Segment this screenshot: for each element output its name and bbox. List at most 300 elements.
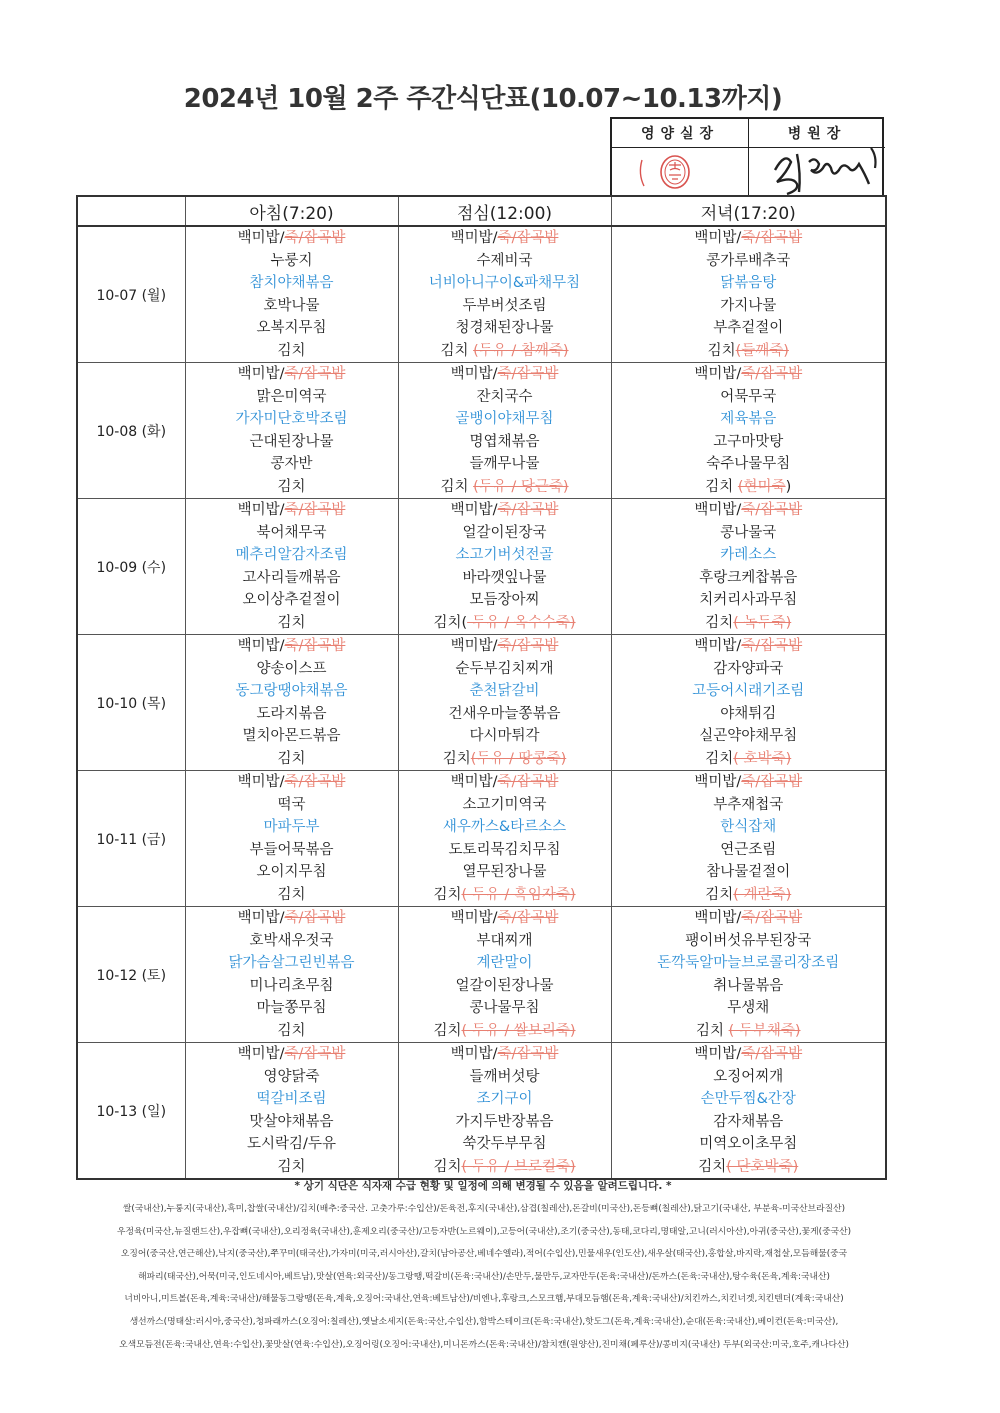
menu-item-text: 김치: [440, 342, 474, 359]
menu-item: [612, 839, 886, 862]
crossed-out-option: 죽/잡곡밥: [284, 1046, 346, 1062]
menu-item-text: 동그랑땡야채볶음: [235, 683, 348, 699]
menu-item: [186, 453, 398, 476]
menu-item: [399, 567, 611, 590]
menu-item: [612, 227, 886, 250]
menu-item: [612, 589, 886, 612]
day-date-cell: 10-12 (토): [77, 907, 185, 1043]
menu-item: [399, 522, 611, 545]
approval-header-director: 병원장: [749, 119, 885, 148]
header-breakfast: 아침(7:20): [185, 196, 398, 226]
menu-item: [612, 658, 886, 681]
menu-item-text: 부들어묵볶음: [249, 841, 334, 858]
lunch-cell: [398, 1043, 611, 1180]
menu-item: [186, 975, 398, 998]
menu-item-text: 춘천닭갈비: [469, 683, 540, 699]
crossed-out-option: 죽/잡곡밥: [741, 502, 803, 518]
menu-item-text: 팽이버섯유부된장국: [685, 932, 812, 949]
menu-item-text: 북어채무국: [256, 524, 327, 541]
menu-item: [612, 771, 886, 794]
menu-item-suffix: ): [785, 478, 792, 495]
menu-item: [186, 227, 398, 250]
lunch-cell: [398, 499, 611, 635]
main-dish-item: [612, 1088, 886, 1111]
day-date-cell: 10-10 (목): [77, 635, 185, 771]
menu-item-text: 취나물볶음: [713, 977, 784, 994]
crossed-out-option: ( 두유 / 흑임자죽): [461, 886, 576, 903]
menu-item-text: 계란말이: [476, 955, 533, 971]
menu-item: [612, 794, 886, 817]
menu-item: [186, 363, 398, 386]
menu-item: [186, 884, 398, 907]
menu-item: [612, 635, 886, 658]
menu-item-text: 두부버섯조림: [462, 297, 547, 314]
menu-item: [612, 499, 886, 522]
menu-item-text: 오이지무침: [256, 864, 327, 880]
main-dish-item: [186, 408, 398, 431]
menu-item-text: 김치: [705, 886, 734, 903]
menu-item-text: 김치: [277, 342, 306, 359]
menu-item-text: 손만두찜&간장: [700, 1091, 796, 1107]
menu-item: [399, 499, 611, 522]
menu-item: [612, 725, 886, 748]
menu-item: [612, 703, 886, 726]
crossed-out-option: 죽/잡곡밥: [741, 1046, 803, 1062]
crossed-out-option: ( 녹두죽): [733, 614, 792, 631]
menu-item: [399, 227, 611, 250]
menu-item-text: 한식잡채: [720, 819, 777, 835]
menu-item-text: 백미밥/: [694, 774, 742, 790]
menu-item: [612, 748, 886, 771]
menu-item: [399, 1133, 611, 1156]
menu-item-text: 백미밥/: [237, 638, 285, 654]
menu-item-text: 부대찌개: [476, 932, 533, 949]
menu-item: [186, 1043, 398, 1066]
menu-item: [399, 703, 611, 726]
menu-item-text: 영양닭죽: [263, 1068, 320, 1085]
menu-item: [186, 1111, 398, 1134]
menu-item-text: 백미밥/: [694, 502, 742, 518]
menu-item: [399, 635, 611, 658]
main-dish-item: [186, 952, 398, 975]
menu-item-text: 김치: [707, 342, 736, 359]
menu-item: [186, 476, 398, 499]
menu-item-text: 모듬장아찌: [469, 592, 540, 608]
menu-item: [612, 363, 886, 386]
crossed-out-option: (현미죽: [737, 478, 786, 495]
main-dish-item: [612, 680, 886, 703]
menu-item: [612, 340, 886, 363]
menu-item: [612, 1156, 886, 1179]
breakfast-cell: [185, 1043, 398, 1180]
main-dish-item: [612, 408, 886, 431]
dinner-cell: [611, 1043, 886, 1180]
nutrition-seal-cell: [612, 148, 749, 197]
menu-item-text: 백미밥/: [450, 774, 498, 790]
menu-item-text: 얼갈이된장나물: [455, 977, 554, 994]
menu-item-text: 어묵무국: [720, 388, 777, 405]
origin-line: 해파리(태국산),어묵(미국,인도네시아,베트남),맛살(연육:외국산)/동그랑땡,떡갈비(돈육:국내산)/손만두,물만두,교자만두(돈육:국내산)/돈까스(돈육:국내산),탕수육(돈육,계육:국내산): [138, 1271, 830, 1282]
crossed-out-option: (두유 / 땅콩죽): [470, 750, 567, 767]
menu-item-text: 마늘쫑무침: [256, 1000, 327, 1016]
day-date-cell: 10-11 (금): [77, 771, 185, 907]
crossed-out-option: 죽/잡곡밥: [497, 230, 559, 246]
main-dish-item: [399, 952, 611, 975]
crossed-out-option: 죽/잡곡밥: [497, 1046, 559, 1062]
page-title: 2024년 10월 2주 주간식단표(10.07~10.13까지): [183, 84, 783, 114]
menu-item-text: 백미밥/: [237, 1046, 285, 1062]
menu-item-text: 가자미단호박조림: [235, 411, 348, 427]
signature-icon: [753, 140, 913, 200]
menu-item-text: 숙주나물무침: [706, 456, 791, 472]
origin-line: 너비아니,미트볼(돈육,계육:국내산)/해물동그랑땡(돈육,계육,오징어:국내산,연육:베트남산)/비엔나,후랑크,스모크햄,부대모듬햄(돈육,계육:국내산)/치킨까스,치킨너겟,치킨텐더(계육:국내산): [124, 1294, 844, 1305]
menu-item-text: 무생채: [727, 1000, 770, 1016]
day-date-cell: 10-13 (일): [77, 1043, 185, 1180]
menu-item-text: 백미밥/: [237, 910, 285, 926]
menu-item-text: 백미밥/: [450, 230, 498, 246]
menu-item: [399, 589, 611, 612]
menu-item-text: 고구마맛탕: [713, 433, 784, 450]
lunch-cell: [398, 907, 611, 1043]
crossed-out-option: 두유 / 옥수수죽): [467, 614, 576, 631]
menu-item-text: 김치: [277, 478, 306, 495]
crossed-out-option: 죽/잡곡밥: [741, 366, 803, 382]
menu-item-text: 고등어시래기조림: [692, 683, 805, 699]
menu-item-text: 도토리묵김치무침: [448, 841, 561, 858]
crossed-out-option: 죽/잡곡밥: [284, 774, 346, 790]
dinner-cell: [611, 363, 886, 499]
main-dish-item: [399, 1088, 611, 1111]
menu-item: [186, 658, 398, 681]
menu-item: [399, 340, 611, 363]
table-row: [77, 499, 886, 635]
menu-item-text: 닭볶음탕: [720, 275, 777, 291]
menu-item: [186, 250, 398, 273]
origin-line: 생선까스(명태살:러시아,중국산),청파래까스(오징어:칠레산),옛날소세지(돈육:국산,수입산),함박스테이크(돈육:국내산),핫도그(돈육,계육:국내산),순대(돈육:국내산),베이컨(돈육:미국산),: [129, 1316, 839, 1327]
menu-item: [186, 1066, 398, 1089]
menu-item-text: 백미밥/: [694, 230, 742, 246]
menu-item-text: 미역오이초무침: [699, 1136, 798, 1152]
menu-item-text: 메추리알감자조림: [235, 547, 348, 563]
menu-item: [612, 1020, 886, 1043]
header-date: [77, 196, 185, 226]
menu-item: [399, 317, 611, 340]
menu-item-text: 멸치아몬드볶음: [242, 728, 341, 744]
menu-item-text: 미나리초무침: [249, 977, 334, 994]
menu-item: [186, 907, 398, 930]
menu-item-text: 콩나물무침: [469, 1000, 540, 1016]
change-notice: * 상기 식단은 식자재 수급 현황 및 일정에 의해 변경될 수 있음을 알려드립니다. *: [294, 1180, 672, 1192]
lunch-cell: [398, 363, 611, 499]
menu-item: [186, 861, 398, 884]
main-dish-item: [186, 544, 398, 567]
breakfast-cell: [185, 499, 398, 635]
official-seal-icon: [612, 148, 748, 197]
menu-item-text: 콩가루배추국: [706, 252, 791, 269]
menu-item-text: 바라깻잎나물: [462, 569, 547, 586]
table-header-row: [77, 196, 886, 226]
menu-item-text: 백미밥/: [450, 502, 498, 518]
menu-item-text: 백미밥/: [237, 502, 285, 518]
menu-item: [399, 997, 611, 1020]
dinner-cell: [611, 635, 886, 771]
origin-line: 우정육(미국산,뉴질랜드산),우잡뼈(국내산),오리정육(국내산),훈제오리(중국산)/고등자반(노르웨이),고등어(국내산),조기(중국산),동태,코다리,명태알,고니(러시아산),아귀(중국산),꽃게(중국산): [117, 1226, 851, 1237]
table-row: [77, 226, 886, 363]
menu-item: [612, 884, 886, 907]
main-dish-item: [186, 1088, 398, 1111]
menu-item: [186, 997, 398, 1020]
menu-item: [186, 295, 398, 318]
menu-item-text: 맛살야채볶음: [249, 1113, 334, 1130]
origin-line: 오징어(중국산,연근해산),낙지(중국산),쭈꾸미(태국산),가자미(미국,러시아산),갈치(남아공산,베네수엘라),적어(수입산),민물새우(인도산),새우살(태국산),홍합살,바지락,재첩살,모듬해물(중국: [120, 1249, 848, 1260]
menu-item-text: 건새우마늘쫑볶음: [448, 705, 561, 722]
menu-item: [399, 907, 611, 930]
menu-item-text: 백미밥/: [694, 1046, 742, 1062]
crossed-out-option: 죽/잡곡밥: [741, 774, 803, 790]
menu-item-text: 명엽채볶음: [469, 433, 540, 450]
menu-item-text: 가지두반장볶음: [455, 1113, 554, 1130]
menu-item-text: 호박나물: [263, 297, 320, 314]
menu-item-text: 오복지무침: [256, 320, 327, 336]
menu-item-text: 김치: [277, 886, 306, 903]
menu-item: [186, 567, 398, 590]
menu-item: [186, 635, 398, 658]
crossed-out-option: ( 두유 / 브로컬죽): [461, 1158, 576, 1175]
approval-header-nutrition: 영양실장: [612, 119, 749, 148]
main-dish-item: [399, 272, 611, 295]
menu-item-text: 김치: [433, 1022, 462, 1039]
menu-item-text: 조기구이: [476, 1091, 533, 1107]
menu-item: [612, 612, 886, 635]
dinner-cell: [611, 226, 886, 363]
menu-item: [186, 386, 398, 409]
crossed-out-option: 죽/잡곡밥: [284, 910, 346, 926]
menu-item: [186, 431, 398, 454]
menu-item: [612, 861, 886, 884]
menu-item: [612, 907, 886, 930]
menu-item-text: 부추재첩국: [713, 796, 784, 813]
menu-item-text: 콩자반: [270, 456, 313, 472]
menu-item-text: 백미밥/: [450, 910, 498, 926]
menu-item: [186, 725, 398, 748]
menu-item: [612, 930, 886, 953]
crossed-out-option: 죽/잡곡밥: [284, 230, 346, 246]
main-dish-item: [612, 952, 886, 975]
menu-item: [186, 771, 398, 794]
menu-item-text: 김치: [277, 1022, 306, 1039]
main-dish-item: [399, 544, 611, 567]
crossed-out-option: 죽/잡곡밥: [284, 366, 346, 382]
menu-item: [612, 997, 886, 1020]
menu-item: [186, 839, 398, 862]
menu-item-text: 김치(: [433, 614, 468, 631]
menu-item-text: 닭가슴살그린빈볶음: [228, 955, 355, 971]
menu-item: [612, 431, 886, 454]
menu-item: [612, 1043, 886, 1066]
menu-item: [186, 589, 398, 612]
menu-item-text: 열무된장나물: [462, 864, 547, 880]
main-dish-item: [399, 680, 611, 703]
table-row: [77, 1043, 886, 1180]
menu-item: [612, 476, 886, 499]
menu-item: [612, 1066, 886, 1089]
menu-item: [399, 930, 611, 953]
breakfast-cell: [185, 635, 398, 771]
weekly-menu-table: [76, 195, 887, 1180]
menu-item-text: 백미밥/: [694, 366, 742, 382]
crossed-out-option: ( 계란죽): [733, 886, 792, 903]
menu-item-text: 카레소스: [720, 547, 777, 563]
menu-item-text: 감자채볶음: [713, 1113, 784, 1130]
crossed-out-option: 죽/잡곡밥: [497, 638, 559, 654]
menu-item: [612, 386, 886, 409]
menu-item-text: 양송이스프: [256, 660, 327, 677]
menu-item: [399, 1156, 611, 1179]
menu-item: [399, 975, 611, 998]
menu-item-text: 김치: [433, 1158, 462, 1175]
main-dish-item: [186, 680, 398, 703]
menu-item-text: 쑥갓두부무침: [462, 1136, 547, 1152]
menu-item-text: 백미밥/: [450, 638, 498, 654]
crossed-out-option: 죽/잡곡밥: [497, 774, 559, 790]
menu-item: [186, 499, 398, 522]
menu-item-text: 다시마튀각: [469, 728, 540, 744]
menu-item-text: 호박새우젓국: [249, 932, 334, 949]
menu-item-text: 떡국: [277, 796, 306, 813]
menu-item: [612, 295, 886, 318]
menu-item-text: 도라지볶음: [256, 705, 327, 722]
menu-item-text: 김치: [277, 750, 306, 767]
menu-item: [612, 1111, 886, 1134]
origin-line: 쌀(국내산),누룽지(국내산),흑미,찹쌀(국내산)/김치(배추:중국산. 고춧가루:수입산)/돈육전,후지(국내산),삼겹(칠레산),돈갈비(미국산),돈등뼈(칠레산),닭고기(국내산, 부분육-미국산브라질산): [122, 1204, 846, 1214]
menu-item-text: 김치: [705, 750, 734, 767]
menu-item: [399, 1066, 611, 1089]
crossed-out-option: 죽/잡곡밥: [497, 366, 559, 382]
menu-item: [399, 612, 611, 635]
menu-item-text: 근대된장나물: [249, 433, 334, 450]
menu-item: [186, 522, 398, 545]
menu-item-text: 제육볶음: [720, 411, 777, 427]
menu-item-text: 김치: [705, 478, 738, 495]
breakfast-cell: [185, 226, 398, 363]
menu-item: [399, 658, 611, 681]
menu-item: [399, 476, 611, 499]
menu-item-text: 콩나물국: [720, 524, 777, 541]
menu-item-text: 치커리사과무침: [699, 592, 798, 608]
header-lunch: 점심(12:00): [398, 196, 611, 226]
menu-item-text: 수제비국: [476, 252, 533, 269]
breakfast-cell: [185, 907, 398, 1043]
crossed-out-option: ( 호박죽): [733, 750, 792, 767]
director-signature-cell: [749, 148, 885, 197]
menu-item-text: 참나물겉절이: [706, 864, 791, 880]
menu-item: [399, 748, 611, 771]
menu-item-text: 가지나물: [720, 297, 777, 314]
menu-item: [399, 386, 611, 409]
menu-item-text: 김치: [433, 886, 462, 903]
menu-item-text: 부추겉절이: [713, 320, 784, 336]
menu-item: [612, 1133, 886, 1156]
menu-item: [399, 861, 611, 884]
menu-item-text: 후랑크케찹볶음: [699, 569, 798, 586]
menu-item-text: 새우까스&타르소스: [442, 819, 567, 835]
menu-item: [186, 612, 398, 635]
menu-item-text: 김치: [695, 1022, 729, 1039]
main-dish-item: [399, 816, 611, 839]
menu-item: [186, 1020, 398, 1043]
menu-item: [399, 295, 611, 318]
menu-item-text: 맑은미역국: [256, 388, 327, 405]
lunch-cell: [398, 635, 611, 771]
crossed-out-option: (들깨죽): [735, 342, 789, 359]
lunch-cell: [398, 226, 611, 363]
menu-item: [612, 975, 886, 998]
main-dish-item: [399, 408, 611, 431]
menu-item-text: 백미밥/: [237, 230, 285, 246]
menu-item-text: 김치: [698, 1158, 727, 1175]
crossed-out-option: 죽/잡곡밥: [497, 910, 559, 926]
table-row: [77, 771, 886, 907]
menu-item: [186, 1133, 398, 1156]
menu-item: [399, 794, 611, 817]
header-dinner: 저녁(17:20): [611, 196, 886, 226]
lunch-cell: [398, 771, 611, 907]
menu-item: [186, 748, 398, 771]
breakfast-cell: [185, 771, 398, 907]
menu-item-text: 연근조림: [720, 841, 777, 858]
approval-box: [610, 117, 884, 197]
menu-item: [612, 522, 886, 545]
menu-item: [399, 1020, 611, 1043]
menu-item-text: 김치: [277, 614, 306, 631]
crossed-out-option: 죽/잡곡밥: [284, 638, 346, 654]
menu-item: [399, 453, 611, 476]
menu-item-text: 백미밥/: [450, 1046, 498, 1062]
table-row: [77, 363, 886, 499]
menu-item: [612, 453, 886, 476]
menu-item-text: 누룽지: [270, 252, 313, 269]
menu-item-text: 소고기버섯전골: [455, 547, 554, 563]
day-date-cell: 10-09 (수): [77, 499, 185, 635]
menu-item: [186, 794, 398, 817]
dinner-cell: [611, 499, 886, 635]
menu-item: [186, 340, 398, 363]
dinner-cell: [611, 907, 886, 1043]
menu-item-text: 김치: [705, 614, 734, 631]
crossed-out-option: ( 단호박죽): [726, 1158, 799, 1175]
crossed-out-option: (두유 / 당근죽): [473, 478, 569, 495]
menu-item-text: 참치야채볶음: [249, 275, 334, 291]
menu-item-text: 김치: [442, 750, 471, 767]
menu-item: [186, 1156, 398, 1179]
menu-item-text: 백미밥/: [450, 366, 498, 382]
menu-item-text: 떡갈비조림: [256, 1091, 327, 1107]
crossed-out-option: 죽/잡곡밥: [741, 910, 803, 926]
menu-item-text: 얼갈이된장국: [462, 524, 547, 541]
crossed-out-option: 죽/잡곡밥: [741, 230, 803, 246]
menu-item: [186, 930, 398, 953]
menu-item: [399, 884, 611, 907]
menu-item-text: 도시락김/두유: [247, 1136, 336, 1152]
menu-item: [186, 317, 398, 340]
menu-item-text: 오이상추겉절이: [242, 592, 341, 608]
crossed-out-option: 죽/잡곡밥: [284, 502, 346, 518]
menu-item: [399, 725, 611, 748]
crossed-out-option: ( 두유 / 쌀보리죽): [461, 1022, 576, 1039]
menu-item-text: 마파두부: [263, 819, 320, 835]
breakfast-cell: [185, 363, 398, 499]
table-row: [77, 635, 886, 771]
